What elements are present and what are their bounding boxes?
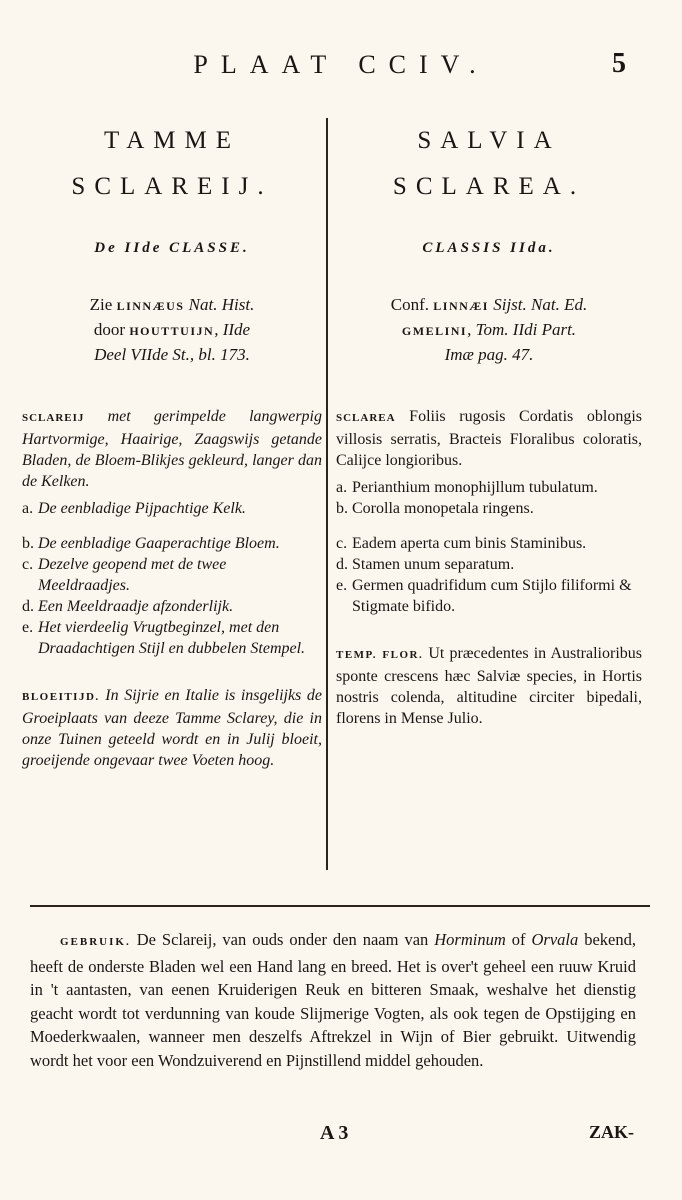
latin-flowering-time (336, 643, 642, 729)
flowering-label: TEMP. FLOR. (336, 649, 424, 661)
item-text: Germen quadrifidum cum Stijlo filiformi & Stigmate bifido. (352, 577, 632, 615)
ref-text: Zie (89, 295, 117, 314)
dutch-heading (22, 118, 322, 210)
item-text: Eadem aperta cum binis Staminibus. (352, 535, 587, 552)
item-label: d. (336, 556, 348, 573)
list-item (22, 498, 322, 519)
usage-paragraph (30, 928, 636, 1072)
latin-class-label: CLASSIS IIda. (422, 240, 556, 256)
dutch-column (22, 118, 322, 771)
dutch-reference (22, 293, 322, 366)
dutch-description-text: met gerimpelde langwerpig Hartvormige, Haairige, Zaagswijs getande Bladen, de Bloem-Blikjes gekleurd, langer dan de Kelken. (22, 408, 322, 490)
ref-text: door (93, 320, 130, 339)
latin-heading-line2: SCLAREA. (392, 173, 586, 200)
list-item (22, 596, 322, 617)
item-label: d. (22, 598, 34, 615)
dutch-ref-line2 (22, 318, 322, 343)
latin-heading (336, 118, 642, 210)
item-text: De eenbladige Gaaperachtige Bloem. (38, 535, 280, 552)
dutch-description (22, 406, 322, 492)
dutch-figure-list (22, 498, 322, 659)
flowering-text: Ut præcedentes in Australioribus sponte crescens hæc Salviæ species, in Hortis nostris colenda, altitudine circiter bipedali, florens in Mense Julio. (336, 645, 642, 727)
item-label: a. (336, 479, 348, 496)
latin-ref-line1 (336, 293, 642, 318)
item-label: c. (336, 535, 348, 552)
ref-volume: , Tom. IIdi Part. (467, 320, 577, 339)
list-item (336, 554, 642, 575)
list-item (22, 617, 322, 659)
usage-italic-term: Orvala (531, 930, 579, 949)
plate-title: PLAAT CCIV. (193, 50, 489, 79)
latin-ref-line3: Imæ pag. 47. (444, 345, 534, 364)
latin-column (336, 118, 642, 729)
dutch-ref-line1 (22, 293, 322, 318)
item-label: b. (336, 500, 348, 517)
flowering-label: BLOEITIJD. (22, 691, 100, 703)
list-item (336, 533, 642, 554)
latin-description-text: Foliis rugosis Cordatis oblongis villosis serratis, Bracteis Floralibus coloratis, Calijce longioribus. (336, 408, 642, 469)
item-text: Corolla monopetala ringens. (352, 500, 534, 517)
item-label: c. (22, 556, 34, 573)
dutch-species-name: SCLAREIJ (22, 412, 85, 424)
usage-text: De Sclareij, van ouds onder den naam van (130, 930, 435, 949)
section-divider (30, 905, 650, 907)
latin-reference (336, 293, 642, 366)
ref-author: LINNÆUS (116, 299, 185, 313)
ref-author: GMELINI (401, 324, 468, 338)
item-label: b. (22, 535, 34, 552)
latin-figure-list (336, 477, 642, 617)
ref-work: Sijst. Nat. Ed. (488, 295, 588, 314)
page-number: 5 (612, 48, 626, 79)
dutch-ref-line3: Deel VIIde St., bl. 173. (94, 345, 250, 364)
list-item (336, 477, 642, 498)
latin-species-name: SCLAREA (336, 412, 396, 424)
dutch-heading-line2: SCLAREIJ. (71, 173, 273, 200)
ref-author: LINNÆI (433, 299, 489, 313)
dutch-class-label: De IIde CLASSE. (94, 240, 250, 256)
usage-label: GEBRUIK. (60, 936, 131, 948)
item-label: a. (22, 500, 34, 517)
latin-description (336, 406, 642, 471)
item-label: e. (336, 577, 348, 594)
list-item (22, 554, 322, 596)
list-item (22, 533, 322, 554)
latin-ref-line2 (336, 318, 642, 343)
dutch-flowering-time (22, 685, 322, 771)
item-text: Een Meeldraadje afzonderlijk. (38, 598, 234, 615)
signature-mark: A 3 (320, 1122, 349, 1144)
column-divider (326, 118, 328, 870)
dutch-heading-line1: TAMME (103, 127, 241, 154)
item-text: De eenbladige Pijpachtige Kelk. (38, 500, 246, 517)
ref-text: Conf. (390, 295, 434, 314)
ref-author: HOUTTUIJN (129, 324, 215, 338)
list-item (336, 498, 642, 519)
flowering-text: In Sijrie en Italie is insgelijks de Groeiplaats van deeze Tamme Sclarey, die in onze Tuinen geteeld wordt en in Julij bloeit, groeijende ongevaar twee Voeten hoog. (22, 687, 322, 769)
usage-text: bekend, heeft de onderste Bladen wel een Hand lang en breed. Het is over't geheel een ruuw Kruid in 't aantasten, van eenen Kruiderigen Reuk en bitteren Smaak, weshalve het dienstig geacht wordt tot verdunning van koude Slijmerige Vogten, als ook tegen de Opstijging en Moederkwaalen, wanneer men deszelfs Aftrekzel in Wijn of Bier gebruikt. Uitwendig wordt het voor een Wondzuiverend en Pijnstillend middel gehouden. (30, 930, 637, 1070)
item-label: e. (22, 619, 34, 636)
item-text: Dezelve geopend met de twee Meeldraadjes. (38, 556, 227, 594)
item-text: Het vierdeelig Vrugtbeginzel, met den Draadachtigen Stijl en dubbelen Stempel. (38, 619, 306, 657)
usage-text: of (505, 930, 532, 949)
catchword: ZAK- (589, 1122, 634, 1142)
list-item (336, 575, 642, 617)
item-text: Stamen unum separatum. (352, 556, 515, 573)
item-text: Perianthium monophijllum tubulatum. (352, 479, 598, 496)
usage-italic-term: Horminum (434, 930, 506, 949)
latin-heading-line1: SALVIA (417, 127, 561, 154)
ref-volume: , IIde (214, 320, 251, 339)
ref-work: Nat. Hist. (184, 295, 255, 314)
